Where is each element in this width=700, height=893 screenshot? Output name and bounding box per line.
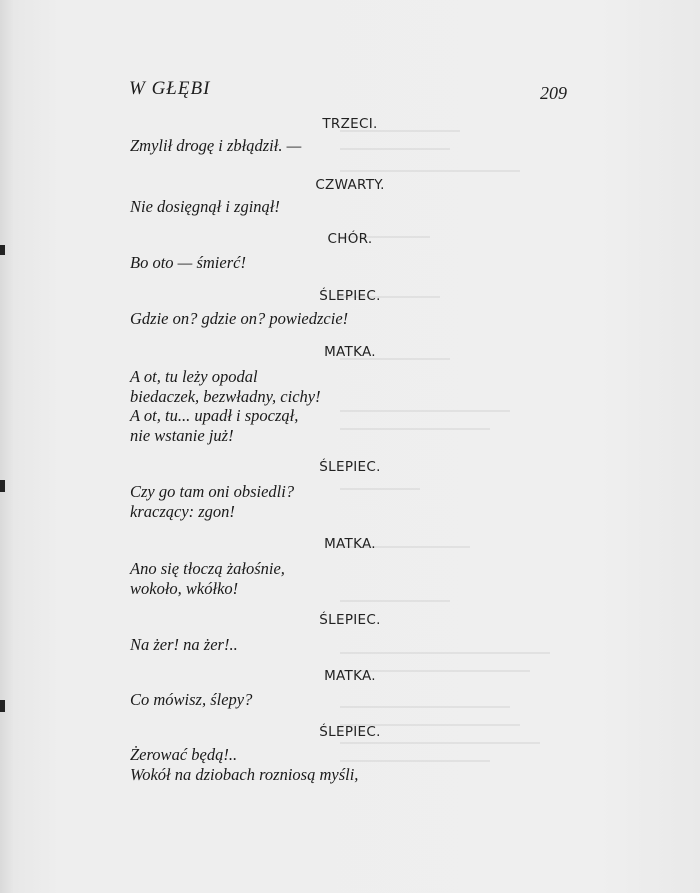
- verse-line: Żerować będą!..: [130, 745, 238, 764]
- page-number: 209: [540, 83, 567, 103]
- verse-line: nie wstanie już!: [130, 426, 234, 445]
- speaker-label: TRZECI.: [322, 116, 378, 132]
- page-edge-mark: [0, 480, 5, 492]
- speaker-label: MATKA.: [324, 668, 376, 684]
- speaker-label: MATKA.: [324, 536, 376, 552]
- speaker-label: CZWARTY.: [315, 177, 385, 193]
- verse-line: Na żer! na żer!..: [130, 635, 238, 654]
- verse-line: biedaczek, bezwładny, cichy!: [130, 387, 321, 406]
- speaker-label: ŚLEPIEC.: [319, 612, 381, 628]
- verse-line: A ot, tu leży opodal: [130, 367, 258, 386]
- running-header-title: W GŁĘBI: [129, 78, 211, 99]
- verse-line: A ot, tu... upadł i spoczął,: [130, 406, 299, 425]
- verse-line: Zmylił drogę i zbłądził. —: [130, 136, 302, 155]
- speaker-label: CHÓR.: [327, 231, 373, 247]
- speaker-label: ŚLEPIEC.: [319, 724, 381, 740]
- verse-line: Ano się tłoczą żałośnie,: [130, 559, 285, 578]
- verse-line: wokoło, wkółko!: [130, 579, 239, 598]
- verse-line: Bo oto — śmierć!: [130, 253, 246, 272]
- verse-line: kraczący: zgon!: [130, 502, 235, 521]
- verse-line: Czy go tam oni obsiedli?: [130, 482, 295, 501]
- speaker-label: ŚLEPIEC.: [319, 288, 381, 304]
- verse-line: Nie dosięgnął i zginął!: [130, 197, 280, 216]
- verse-line: Co mówisz, ślepy?: [130, 690, 253, 709]
- page-edge-mark: [0, 700, 5, 712]
- verse-line: Wokół na dziobach rozniosą myśli,: [130, 765, 359, 784]
- page-edge-mark: [0, 245, 5, 255]
- speaker-label: ŚLEPIEC.: [319, 459, 381, 475]
- verse-line: Gdzie on? gdzie on? powiedzcie!: [130, 309, 349, 328]
- speaker-label: MATKA.: [324, 344, 376, 360]
